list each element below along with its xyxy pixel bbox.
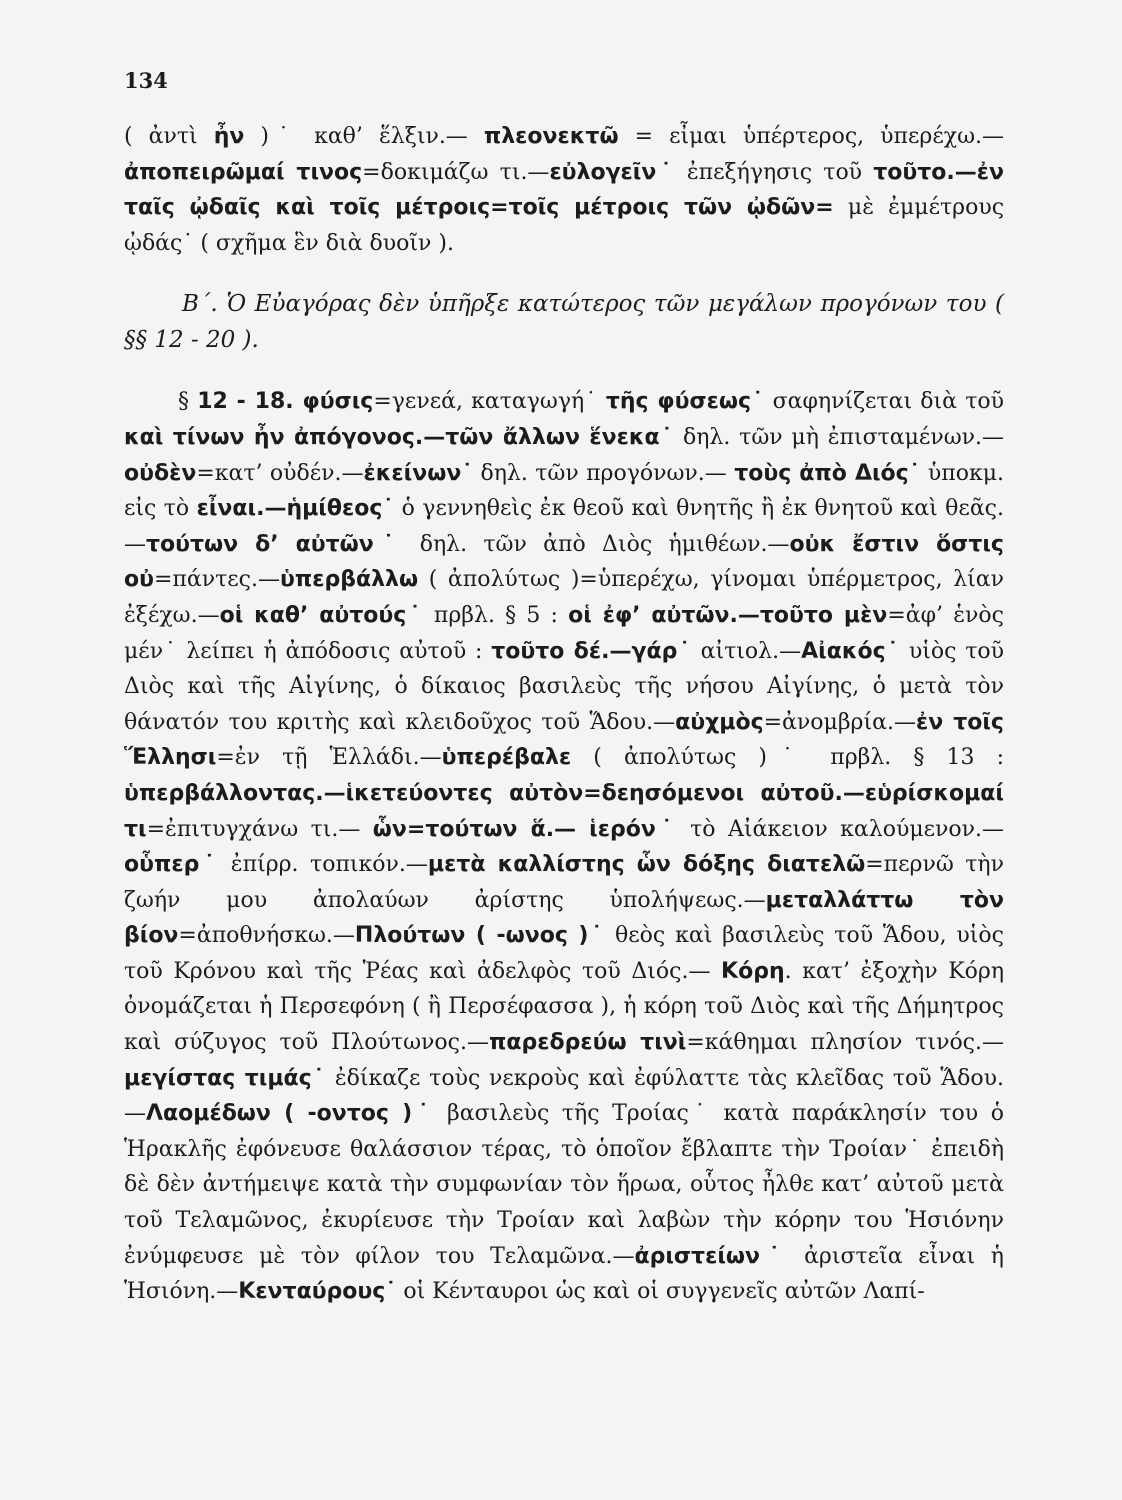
bold-term: Αἰακός˙: [801, 638, 901, 664]
text-segment: θεὸς καὶ βασιλεὺς τοῦ Ἅδου, υἱὸς τοῦ Κρόνου καὶ τῆς Ῥέας καὶ ἀδελφὸς τοῦ Διός.—: [124, 923, 1004, 984]
bold-term: τοὺς ἀπὸ Διός˙: [734, 460, 921, 486]
bold-term: τοῦτο.—ἐν ταῖς ᾠδαῖς καὶ τοῖς μέτροις=τοῖς μέτροις τῶν ᾠδῶν=: [124, 159, 1004, 221]
bold-term: τούτων δ’ αὐτῶν˙: [146, 531, 404, 557]
text-segment: =περνῶ τὴν ζωήν μου ἀπολαύων ἀρίστης ὑπολήψεως.—: [124, 852, 1004, 913]
bold-term: ὑπερβάλλω: [280, 567, 419, 593]
text-segment: =ἀφ’ ἑνὸς μέν˙ λείπει ἡ ἀπόδοσις αὐτοῦ :: [124, 602, 1004, 664]
text-segment: ( ἀντὶ: [124, 124, 214, 149]
bold-term: ὧν=τούτων ἅ.— ἱερόν˙: [372, 816, 678, 842]
text-segment: ἐπίρρ. τοπικόν.—: [219, 852, 428, 878]
text-segment: ὁ γεννηθεὶς ἐκ θεοῦ καὶ θνητῆς ἢ ἐκ θνητοῦ καὶ θεᾶς.—: [124, 496, 1004, 557]
bold-term: εἶναι.—ἡμίθεος˙: [196, 496, 395, 522]
section-heading: Β΄. Ὁ Εὐαγόρας δὲν ὑπῆρξε κατώτερος τῶν μεγάλων προγόνων του ( §§ 12 - 20 ).: [124, 291, 1004, 354]
bold-term: Κενταύρους˙: [238, 1279, 397, 1305]
text-segment: =πάντες.—: [153, 567, 280, 593]
bold-term: ἦν: [213, 124, 245, 149]
bold-term: οἱ ἐφ’ αὐτῶν.—τοῦτο μὲν: [568, 602, 888, 628]
text-segment: ὑποκμ. εἰς τὸ: [124, 460, 1004, 522]
text-segment: αἰτιολ.—: [691, 638, 802, 664]
text-segment: =ἐπιτυγχάνω τι.—: [146, 816, 373, 842]
text-segment: =ἀποθνήσκω.—: [178, 923, 355, 949]
text-segment: =γενεά, καταγωγή˙: [373, 389, 606, 415]
text-segment: ἀριστεῖα εἶναι ἡ Ἡσιόνη.—: [124, 1243, 1004, 1305]
text-segment: )˙ καθ’ ἕλξιν.—: [244, 124, 484, 149]
bold-term: οὐκ ἔστιν ὅστις οὐ: [124, 531, 1004, 593]
bold-term: Λαομέδων ( -οντος )˙: [146, 1101, 435, 1127]
text-segment: δηλ. τῶν ἀπὸ Διὸς ἡμιθέων.—: [403, 531, 790, 557]
bold-term: τοῦτο δέ.—γάρ˙: [491, 638, 692, 664]
bold-term: ὑπερβάλλοντας.—ἱκετεύοντες αὐτὸν=δεησόμενοι αὐτοῦ.—εὑρίσκομαί τι: [124, 780, 1004, 842]
text-segment: ἐδίκαζε τοὺς νεκροὺς καὶ ἐφύλαττε τὰς κλεῖδας τοῦ Ἅδου.—: [124, 1065, 1004, 1127]
bold-term: 12 - 18. φύσις: [197, 389, 374, 415]
text-segment: σαφηνίζεται διὰ τοῦ: [764, 389, 1005, 415]
text-segment: =κατ’ οὐδέν.—: [196, 460, 364, 486]
bold-term: ὑπερέβαλε: [441, 745, 572, 771]
commentary-paragraph: [124, 119, 1004, 261]
bold-term: οὗπερ˙: [124, 852, 220, 878]
text-segment: μὲ ἐμμέτρους ᾠδάς˙ ( σχῆμα ἓν διὰ δυοῖν ).: [124, 195, 1005, 256]
bold-term: μεταλλάττω τὸν βίον: [124, 887, 1004, 949]
text-segment: = εἶμαι ὑπέρτερος, ὑπερέχω.—: [618, 124, 1005, 149]
bold-term: μεγίστας τιμάς˙: [124, 1065, 327, 1091]
text-segment: τὸ Αἰάκειον καλούμενον.—: [677, 816, 1004, 842]
bold-term: πλεονεκτῶ: [483, 124, 619, 149]
text-segment: βασιλεὺς τῆς Τροίας˙ κατὰ παράκλησίν του ὁ Ἡρακλῆς ἐφόνευσε θαλάσσιον τέρας, τὸ ὁποῖον ἔβλαπτε τὴν Τροίαν˙ ἐπειδὴ δὲ δὲν ἀντήμειψε κατὰ τὴν συμφωνίαν τὸν ἥρωα, οὗτος ἦλθε κατ’ αὐτοῦ μετὰ τοῦ Τελαμῶνος, ἐκυρίευσε τὴν Τροίαν καὶ λαβὼν τὴν κόρην του Ἡσιόνην ἐνύμφευσε μὲ τὸν φίλον του Τελαμῶνα.—: [124, 1101, 1004, 1269]
bold-term: αὐχμὸς: [675, 709, 764, 735]
text-segment: πρβλ. § 5 :: [423, 602, 569, 628]
bold-term: ἀριστείων˙: [634, 1243, 789, 1269]
document-page: [124, 70, 1004, 1470]
bold-term: ἐκείνων˙: [363, 460, 474, 486]
text-segment: §: [178, 389, 198, 415]
text-segment: =κάθημαι πλησίον τινός.—: [686, 1030, 1005, 1056]
bold-term: ἀποπειρῶμαί τινος: [124, 159, 363, 185]
bold-term: οἱ καθ’ αὐτούς˙: [219, 602, 424, 628]
bold-term: μετὰ καλλίστης ὧν δόξης διατελῶ: [427, 852, 866, 878]
text-segment: οἱ Κένταυροι ὡς καὶ οἱ συγγενεῖς αὐτῶν Λαπί-: [396, 1279, 925, 1305]
text-segment: δηλ. τῶν μὴ ἐπισταμένων.—: [674, 424, 1004, 450]
bold-term: εὐλογεῖν˙: [549, 159, 676, 185]
text-segment: =δοκιμάζω τι.—: [362, 159, 550, 185]
text-segment: =ἀνομβρία.—: [763, 709, 916, 735]
text-segment: ( ἀπολύτως )˙ πρβλ. § 13 :: [571, 745, 1004, 771]
text-segment: υἱὸς τοῦ Διὸς καὶ τῆς Αἰγίνης, ὁ δίκαιος βασιλεὺς τῆς νήσου Αἰγίνης, ὁ μετὰ τὸν θάνατόν του κριτὴς καὶ κλειδοῦχος τοῦ Ἅδου.—: [124, 638, 1005, 735]
commentary-paragraph: [124, 384, 1004, 1309]
text-segment: . κατ’ ἐξοχὴν Κόρη ὀνομάζεται ἡ Περσεφόνη ( ἢ Περσέφασσα ), ἡ κόρη τοῦ Διὸς καὶ τῆς Δήμητρος καὶ σύζυγος τοῦ Πλούτωνος.—: [124, 958, 1004, 1056]
text-segment: ἐπεξήγησις τοῦ: [675, 159, 874, 185]
bold-term: ἐν τοῖς Ἕλλησι: [124, 709, 1004, 771]
bold-term: τῆς φύσεως˙: [605, 389, 765, 415]
bold-term: Κόρη: [721, 958, 785, 984]
text-segment: ( ἀπολύτως )=ὑπερέχω, γίνομαι ὑπέρμετρος, λίαν ἐξέχω.—: [124, 567, 1004, 628]
text-segment: =ἐν τῇ Ἑλλάδι.—: [216, 745, 442, 771]
page-number: 134: [124, 68, 168, 93]
bold-term: παρεδρεύω τινὶ: [488, 1030, 687, 1056]
text-segment: δηλ. τῶν προγόνων.—: [473, 460, 735, 486]
bold-term: καὶ τίνων ἦν ἀπόγονος.—τῶν ἄλλων ἕνεκα˙: [124, 424, 675, 450]
bold-term: οὐδὲν: [124, 460, 197, 486]
bold-term: Πλούτων ( -ωνος )˙: [354, 923, 606, 949]
